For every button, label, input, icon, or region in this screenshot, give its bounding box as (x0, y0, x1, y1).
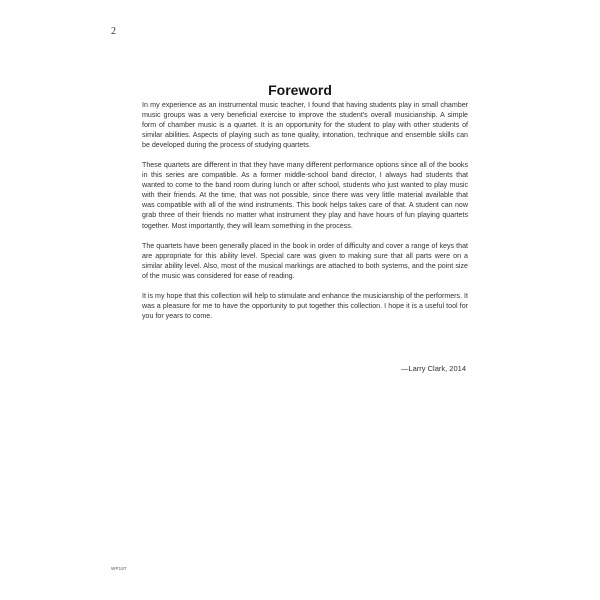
author-signature-line: —Larry Clark, 2014 (400, 364, 466, 373)
page-title: Foreword (268, 82, 332, 98)
foreword-paragraph: In my experience as an instrumental music teacher, I found that having students play in small chamber music groups was a very beneficial exercise to improve the student's overall musicianship. A simple form of chamber music is a quartet. It is an opportunity for the student to play with other students of similar abilities. Aspects of playing such as tone quality, intonation, technique and ensemble skills can be developed during the process of studying quartets. (142, 101, 468, 150)
foreword-paragraph: The quartets have been generally placed in the book in order of difficulty and cover a range of keys that are appropriate for this ability level. Special care was given to making sure that all parts were on a similar ability level. Also, most of the musical markings are attached to both systems, and the point size of the music was considered for ease of reading. (142, 241, 468, 280)
foreword-body (142, 100, 468, 331)
page-number: 2 (111, 26, 116, 37)
foreword-paragraph: It is my hope that this collection will help to stimulate and enhance the musicianship of the performers. It was a pleasure for me to have the opportunity to put together this collection. I hope it is a useful tool for you for years to come. (142, 291, 468, 320)
foreword-paragraph: These quartets are different in that they have many different performance options since all of the books in this series are compatible. As a former middle-school band director, I always had students that wanted to come to the band room during lunch or after school, students who just wanted to play music with their friends. At the time, that was not possible, since there was very little material available that was compatible with all of the wind instruments. This book helps takes care of that. A student can now grab three of their friends no matter what instrument they play and have hours of fun playing quartets together. Most importantly, they will learn something in the process. (142, 161, 468, 230)
catalog-code: WP187 (111, 566, 127, 571)
